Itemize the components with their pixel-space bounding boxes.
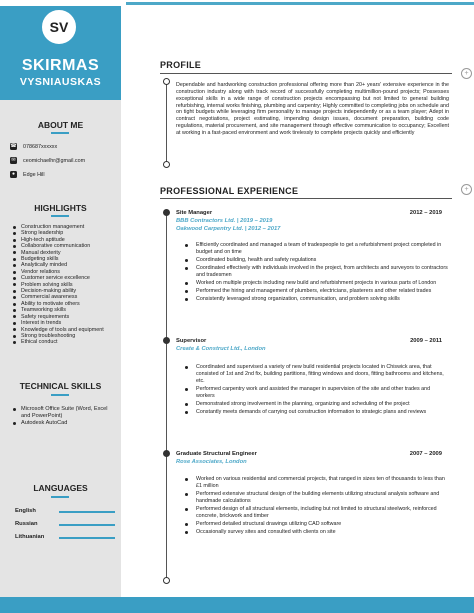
timeline-dot bbox=[163, 78, 170, 85]
list-item: Performed extensive structural design of the building elements utilizing structural analysis software and handmade calculations bbox=[196, 491, 448, 505]
language-level-fill bbox=[59, 524, 115, 526]
job-title: Supervisor bbox=[176, 338, 207, 344]
list-item: High-tech aptitude bbox=[12, 237, 117, 243]
languages-title: LANGUAGES bbox=[33, 483, 88, 493]
email-text[interactable]: ceomichaelhr@gmail.com bbox=[23, 157, 86, 164]
list-item: Efficiently coordinated and managed a team of tradespeople to get a refurbishment project completed in budget and on time bbox=[196, 242, 448, 256]
bottom-accent bbox=[0, 597, 474, 613]
language-level-fill bbox=[59, 511, 115, 513]
list-item: Worked on various residential and commercial projects, that ranged in sizes ten of thousands to less than £1 million bbox=[196, 476, 448, 490]
profile-title: PROFILE bbox=[160, 60, 202, 70]
top-accent bbox=[0, 0, 474, 6]
list-item: Coordinated and supervised a variety of new build residential projects located in Chiswick area, that consisted of 1st and 2nd fix, building partitions, fitting windows and doors, fitting bathrooms and kitchens, etc. bbox=[196, 364, 448, 385]
profile-divider bbox=[160, 73, 452, 74]
list-item: Analytically minded bbox=[12, 262, 117, 268]
list-item: Problem solving skills bbox=[12, 282, 117, 288]
about-rule bbox=[51, 132, 69, 134]
list-item: Collaborative communication bbox=[12, 243, 117, 249]
top-stripe bbox=[126, 2, 474, 5]
name-header bbox=[0, 0, 121, 100]
timeline-dot bbox=[163, 209, 170, 216]
list-item: Commercial awareness bbox=[12, 294, 117, 300]
about-title: ABOUT ME bbox=[37, 120, 84, 130]
list-item: Occasionally survey sites and consulted with clients on site bbox=[196, 529, 448, 536]
list-item: Performed design of all structural elements, including but not limited to structural steelwork, reinforced concrete, brickwork and timber bbox=[196, 506, 448, 520]
language-name: English bbox=[15, 508, 36, 514]
list-item: Teamworking skills bbox=[12, 307, 117, 313]
language-level-fill bbox=[59, 537, 115, 539]
job-bullets bbox=[196, 364, 448, 417]
contact-phone bbox=[10, 143, 57, 150]
language-name: Russian bbox=[15, 521, 38, 527]
language-level-bar bbox=[59, 524, 115, 526]
technical-list bbox=[12, 406, 117, 426]
list-item: Ethical conduct bbox=[12, 339, 117, 345]
timeline-dot bbox=[163, 450, 170, 457]
list-item: Manual dexterity bbox=[12, 250, 117, 256]
list-item: Consistently leveraged strong organization, communication, and problem solving skills bbox=[196, 296, 448, 303]
language-level-bar bbox=[59, 511, 115, 513]
last-name: VYSNIAUSKAS bbox=[19, 76, 102, 88]
list-item: Strong leadership bbox=[12, 230, 117, 236]
job-title: Graduate Structural Engineer bbox=[176, 451, 257, 457]
company-name: BBB Contractors Ltd. | 2019 – 2019 bbox=[176, 218, 273, 224]
list-item: Safety requirements bbox=[12, 314, 117, 320]
contact-email bbox=[10, 157, 85, 164]
language-row bbox=[15, 534, 117, 542]
company-name: Create & Construct Ltd., London bbox=[176, 346, 266, 352]
profile-text: Dependable and hardworking construction professional offering more than 20+ years' extensive experience in the construction industry along with track record of successfully completing multimillion-pound projects; Possesses exceptional skills in a wide range of construction projects encompassing but not limited to general building refurbishing, internal works finishing, plumbing and carpentry; Highly committed to completing jobs on schedule and on tight budgets while leveraging firm personality to manage projects independently or as a team player; Adept in contract negotiations, project estimating, impending design issues, document preparation, building code regulations, material procurement, and site management through effective communication to occupancy; Excellent at working in a fast-paced environment and work tirelessly to complete projects quickly and efficiently bbox=[176, 82, 449, 136]
profile-timeline bbox=[166, 79, 167, 164]
phone-text: 078687xxxxxx bbox=[23, 143, 58, 150]
list-item: Interest in trends bbox=[12, 320, 117, 326]
job-title: Site Manager bbox=[176, 210, 213, 216]
list-item: Coordinated effectively with individuals involved in the project, from architects and surveyors to contractors and tradesmen bbox=[196, 264, 448, 278]
list-item: Microsoft Office Suite (Word, Excel and PowerPoint) bbox=[12, 406, 117, 420]
location-icon: ● bbox=[11, 171, 16, 177]
languages-rule bbox=[51, 496, 69, 498]
company-name: Rose Associates, London bbox=[176, 459, 247, 465]
timeline-dot bbox=[163, 577, 170, 584]
list-item: Knowledge of tools and equipment bbox=[12, 327, 117, 333]
contact-location bbox=[10, 171, 45, 178]
technical-rule bbox=[51, 394, 69, 396]
job-bullets bbox=[196, 242, 448, 304]
highlights-rule bbox=[51, 215, 69, 217]
job-dates: 2009 – 2011 bbox=[410, 338, 442, 344]
job-bullets bbox=[196, 476, 448, 537]
technical-title: TECHNICAL SKILLS bbox=[19, 381, 102, 391]
location-text: Edge Hill bbox=[23, 171, 45, 178]
experience-divider bbox=[160, 198, 452, 199]
list-item: Ability to motivate others bbox=[12, 301, 117, 307]
list-item: Construction management bbox=[12, 224, 117, 230]
list-item: Constantly meets demands of carrying out construction information to strategic plans and reviews bbox=[196, 409, 448, 416]
email-icon: ✉ bbox=[11, 157, 16, 163]
language-level-bar bbox=[59, 537, 115, 539]
language-name: Lithuanian bbox=[15, 534, 45, 540]
initials-logo: SV bbox=[40, 8, 78, 46]
sidebar bbox=[0, 0, 121, 597]
experience-title: PROFESSIONAL EXPERIENCE bbox=[160, 186, 299, 196]
language-row bbox=[15, 508, 117, 516]
phone-icon: ☎ bbox=[10, 143, 17, 149]
highlights-list bbox=[12, 224, 117, 346]
list-item: Decision-making ability bbox=[12, 288, 117, 294]
list-item: Performed detailed structural drawings utilizing CAD software bbox=[196, 521, 448, 528]
list-item: Customer service excellence bbox=[12, 275, 117, 281]
list-item: Budgeting skills bbox=[12, 256, 117, 262]
highlights-title: HIGHLIGHTS bbox=[34, 203, 87, 213]
plus-icon: + bbox=[461, 184, 472, 195]
list-item: Vendor relations bbox=[12, 269, 117, 275]
company-name: Oakwood Carpentry Ltd. | 2012 – 2017 bbox=[176, 226, 281, 232]
list-item: Coordinated building, health and safety regulations bbox=[196, 257, 448, 264]
list-item: Worked on multiple projects including new build and refurbishment projects in various parts of London bbox=[196, 280, 448, 287]
timeline-dot bbox=[163, 337, 170, 344]
experience-timeline bbox=[166, 210, 167, 582]
list-item: Performed carpentry work and assisted the manager in supervision of the site and other trades and workers bbox=[196, 386, 448, 400]
first-name: SKIRMAS bbox=[21, 57, 100, 74]
job-dates: 2012 – 2019 bbox=[409, 210, 442, 216]
language-row bbox=[15, 521, 117, 529]
list-item: Demonstrated strong involvement in the planning, organizing and scheduling of the project bbox=[196, 401, 448, 408]
timeline-dot bbox=[163, 161, 170, 168]
plus-icon: + bbox=[461, 68, 472, 79]
list-item: Autodesk AutoCad bbox=[12, 420, 117, 427]
job-dates: 2007 – 2009 bbox=[409, 451, 442, 457]
list-item: Performed the hiring and management of plumbers, electricians, plasterers and other related trades bbox=[196, 288, 448, 295]
list-item: Strong troubleshooting bbox=[12, 333, 117, 339]
